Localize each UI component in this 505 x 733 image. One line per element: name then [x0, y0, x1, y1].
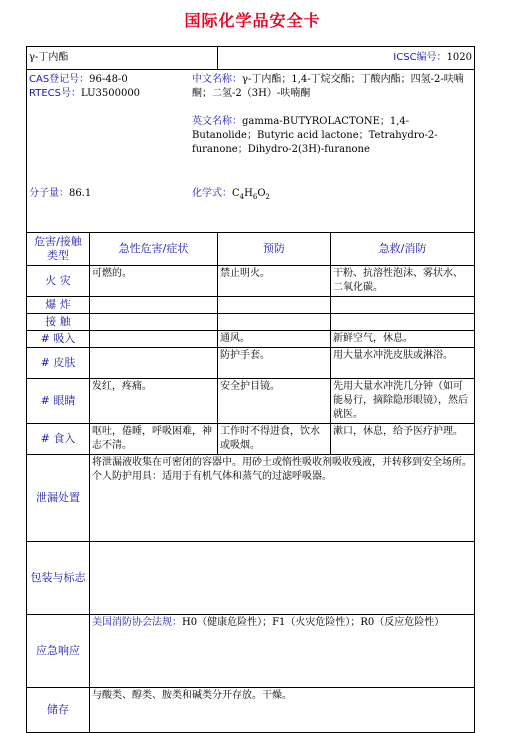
- card-title: 国际化学品安全卡: [184, 11, 321, 30]
- storage-text: 与酸类、醇类、胺类和碱类分开存放。干燥。: [90, 688, 475, 733]
- emergency-label: 应急响应: [27, 615, 90, 688]
- header-aid: 急救/消防: [331, 233, 475, 266]
- header-prevent: 预防: [218, 233, 331, 266]
- safety-card-table: [26, 46, 475, 733]
- table-row: # 吸入 通风。 新鲜空气，休息。: [27, 331, 475, 348]
- table-row: 接 触: [27, 314, 475, 331]
- identity-block: [27, 70, 475, 233]
- emergency-text: 美国消防协会法规：H0（健康危险性）；F1（火灾危险性）；R0（反应危险性）: [90, 615, 475, 688]
- cas-label: CAS登记号：: [29, 74, 90, 85]
- mw-label: 分子量：: [29, 188, 69, 199]
- spill-label: 泄漏处置: [27, 455, 90, 542]
- mw-value: 86.1: [69, 188, 92, 199]
- formula-value: $C_4H_6O_2$: [232, 188, 270, 201]
- rtecs-value: LU3500000: [80, 88, 141, 99]
- chemical-name: γ-丁内酯: [27, 47, 218, 70]
- cas-value: 96-48-0: [89, 74, 128, 85]
- table-row: # 眼睛 发红，疼痛。 安全护目镜。 先用大量水冲洗几分钟（如可能易行，摘除隐形眼镜），然后就医。: [27, 379, 475, 424]
- storage-label: 储存: [27, 688, 90, 733]
- header-acute: 急性危害/症状: [90, 233, 218, 266]
- table-row: # 皮肤 防护手套。 用大量水冲洗皮肤或淋浴。: [27, 348, 475, 379]
- en-name-value: gamma-BUTYROLACTONE；1,4-Butanolide；Butyric acid lactone；Tetrahydro-2-furanone；Dihydro-2(3H)-furanone: [192, 116, 438, 155]
- table-row: 爆 炸: [27, 297, 475, 314]
- formula-label: 化学式：: [192, 188, 232, 199]
- table-row: 火 灾 可燃的。 禁止明火。 干粉、抗溶性泡沫、雾状水、二氧化碳。: [27, 266, 475, 297]
- icsc-number: ICSC编号：1020: [218, 47, 475, 70]
- table-row: # 食入 呕吐，倦睡，呼吸困难，神志不清。 工作时不得进食，饮水或吸烟。 漱口，休息，给予医疗护理。: [27, 424, 475, 455]
- spill-text: 将泄漏液收集在可密闭的容器中。用砂土或惰性吸收剂吸收残液，并转移到安全场所。个人防护用具：适用于有机气体和蒸气的过滤呼吸器。: [90, 455, 475, 542]
- en-name-label: 英文名称：: [192, 116, 242, 127]
- header-type: 危害/接触类型: [27, 233, 90, 266]
- cn-name-label: 中文名称：: [192, 74, 242, 85]
- pack-text: [90, 542, 475, 615]
- pack-label: 包装与标志: [27, 542, 90, 615]
- rtecs-label: RTECS号：: [29, 88, 81, 99]
- cn-name-value: γ-丁内酯；1,4-丁烷交酯；丁酸内酯；四氢-2-呋喃酮；二氢-2（3H）-呋喃酮: [192, 74, 464, 99]
